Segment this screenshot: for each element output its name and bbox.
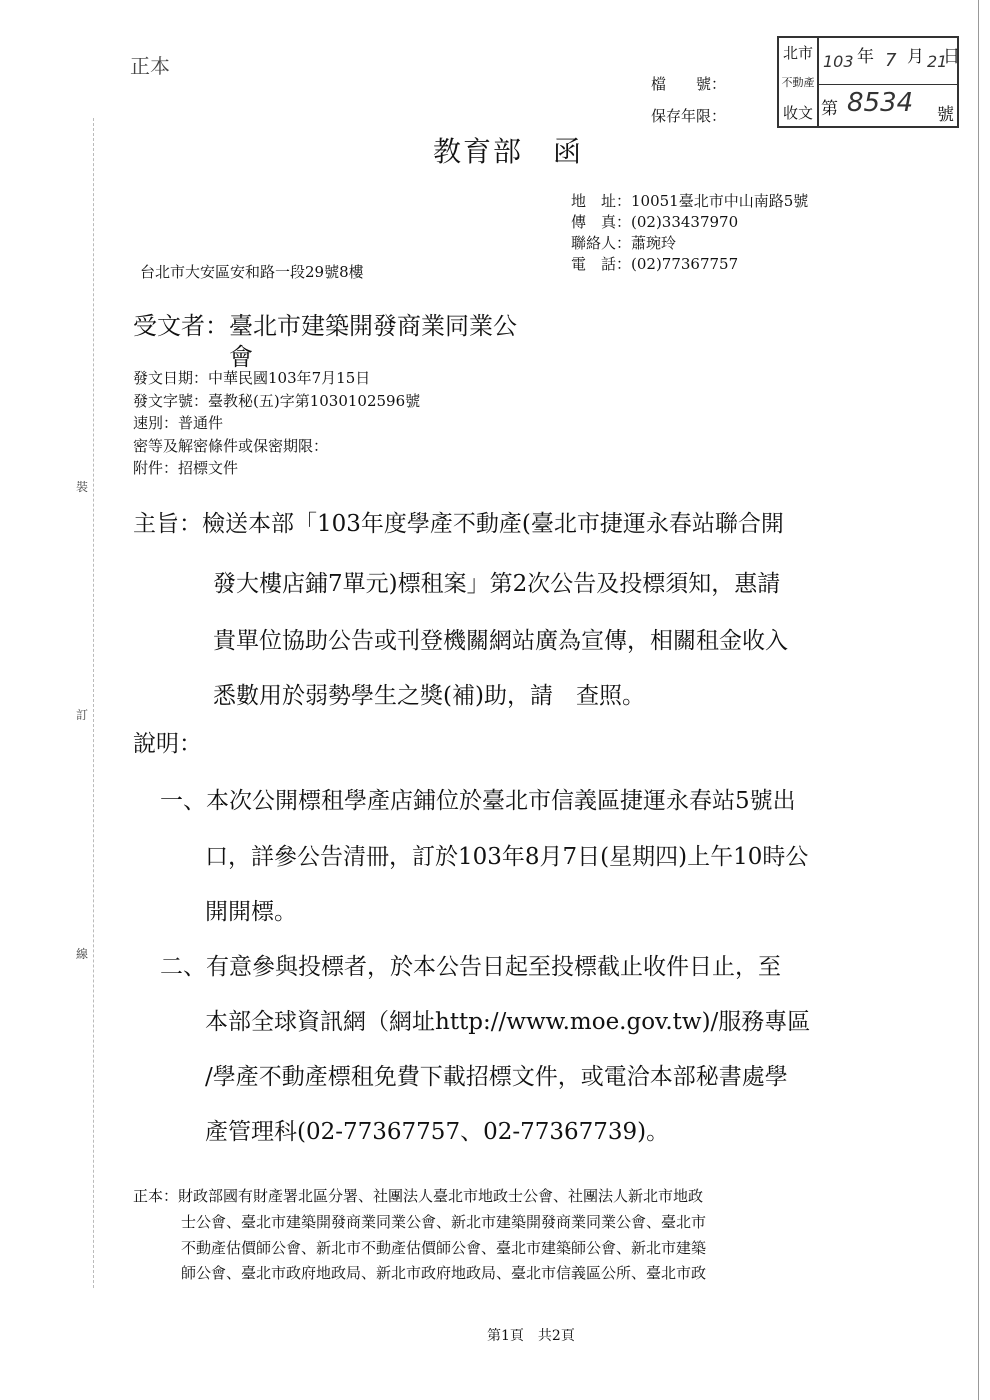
meta-number: 發文字號：臺教秘(五)字第1030102596號 xyxy=(133,392,421,410)
recipient-address: 台北市大安區安和路一段29號8樓 xyxy=(140,263,364,281)
subject-line-1: 主旨：檢送本部「103年度學產不動產(臺北市捷運永春站聯合開 xyxy=(133,511,784,537)
item1-line-3: 開開標。 xyxy=(205,899,297,925)
meta-secrecy: 密等及解密條件或保密期限： xyxy=(133,437,329,455)
sender-phone: 電 話：(02)77367757 xyxy=(571,255,739,273)
stamp-number-row xyxy=(819,84,957,128)
item2-line-1: 二、有意參與投標者，於本公告日起至投標截止收件日止，至 xyxy=(160,954,781,980)
stamp-day-label: 日 xyxy=(943,47,960,67)
item1-line-1: 一、本次公開標租學產店鋪位於臺北市信義區捷運永春站5號出 xyxy=(160,788,796,814)
stamp-date-row xyxy=(819,38,960,85)
stamp-year-label: 年 xyxy=(857,47,874,67)
binding-line xyxy=(93,118,94,1288)
stamp-label-column xyxy=(779,38,819,126)
stamp-number: 8534 xyxy=(847,88,914,118)
document-title: 教育部 函 xyxy=(433,135,584,168)
cc-line-1: 正本：財政部國有財產署北區分署、社團法人臺北市地政士公會、社團法人新北市地政 xyxy=(133,1187,704,1205)
stamp-year: 103 xyxy=(823,52,854,71)
stamp-label-received: 收文 xyxy=(782,104,813,122)
cc-line-2: 士公會、臺北市建築開發商業同業公會、新北市建築開發商業同業公會、臺北市 xyxy=(181,1213,707,1231)
sender-contact: 聯絡人：蕭琬玲 xyxy=(571,234,677,252)
meta-speed: 速別：普通件 xyxy=(133,414,224,432)
page-footer: 第1頁 共2頁 xyxy=(487,1328,575,1344)
stamp-label-realestate: 不動產 xyxy=(781,76,815,89)
item2-line-2: 本部全球資訊網（網址http://www.moe.gov.tw)/服務專區 xyxy=(205,1009,811,1035)
stamp-month: 7 xyxy=(885,50,897,71)
stamp-day: 21 xyxy=(927,52,948,71)
recipient-line-2: 會 xyxy=(229,343,253,371)
item2-line-4: 產管理科(02-77367757、02-77367739)。 xyxy=(205,1119,670,1145)
original-copy-mark: 正本 xyxy=(130,54,170,78)
retention-label: 保存年限： xyxy=(651,107,727,125)
subject-line-2: 發大樓店鋪7單元)標租案」第2次公告及投標須知，惠請 xyxy=(213,571,781,597)
item2-line-3: /學產不動產標租免費下載招標文件，或電洽本部秘書處學 xyxy=(205,1064,788,1090)
stamp-month-label: 月 xyxy=(907,47,924,67)
binding-char-zhuang: 裝 xyxy=(76,480,89,494)
item1-line-2: 口，詳參公告清冊，訂於103年8月7日(星期四)上午10時公 xyxy=(205,844,809,870)
receipt-stamp xyxy=(777,36,959,128)
file-number-label: 檔 號： xyxy=(651,75,727,93)
stamp-number-prefix: 第 xyxy=(821,99,838,119)
subject-line-3: 貴單位協助公告或刊登機關網站廣為宣傳，相關租金收入 xyxy=(213,628,788,654)
sender-address: 地 址：10051臺北市中山南路5號 xyxy=(571,192,809,210)
explanation-label: 說明： xyxy=(133,731,202,757)
sender-fax: 傳 真：(02)33437970 xyxy=(571,213,739,231)
recipient-line-1: 受文者：臺北市建築開發商業同業公 xyxy=(133,312,517,340)
subject-line-4: 悉數用於弱勢學生之獎(補)助，請 查照。 xyxy=(213,683,645,709)
cc-line-3: 不動產估價師公會、新北市不動產估價師公會、臺北市建築師公會、新北市建築 xyxy=(181,1239,707,1257)
page-edge-line xyxy=(978,0,979,1400)
binding-char-xian: 線 xyxy=(76,947,89,961)
binding-char-ding: 訂 xyxy=(76,708,89,722)
meta-attachment: 附件：招標文件 xyxy=(133,459,239,477)
cc-line-4: 師公會、臺北市政府地政局、新北市政府地政局、臺北市信義區公所、臺北市政 xyxy=(181,1264,707,1282)
stamp-label-city: 北市 xyxy=(782,44,813,62)
meta-date: 發文日期：中華民國103年7月15日 xyxy=(133,369,371,387)
stamp-number-suffix: 號 xyxy=(937,105,954,125)
